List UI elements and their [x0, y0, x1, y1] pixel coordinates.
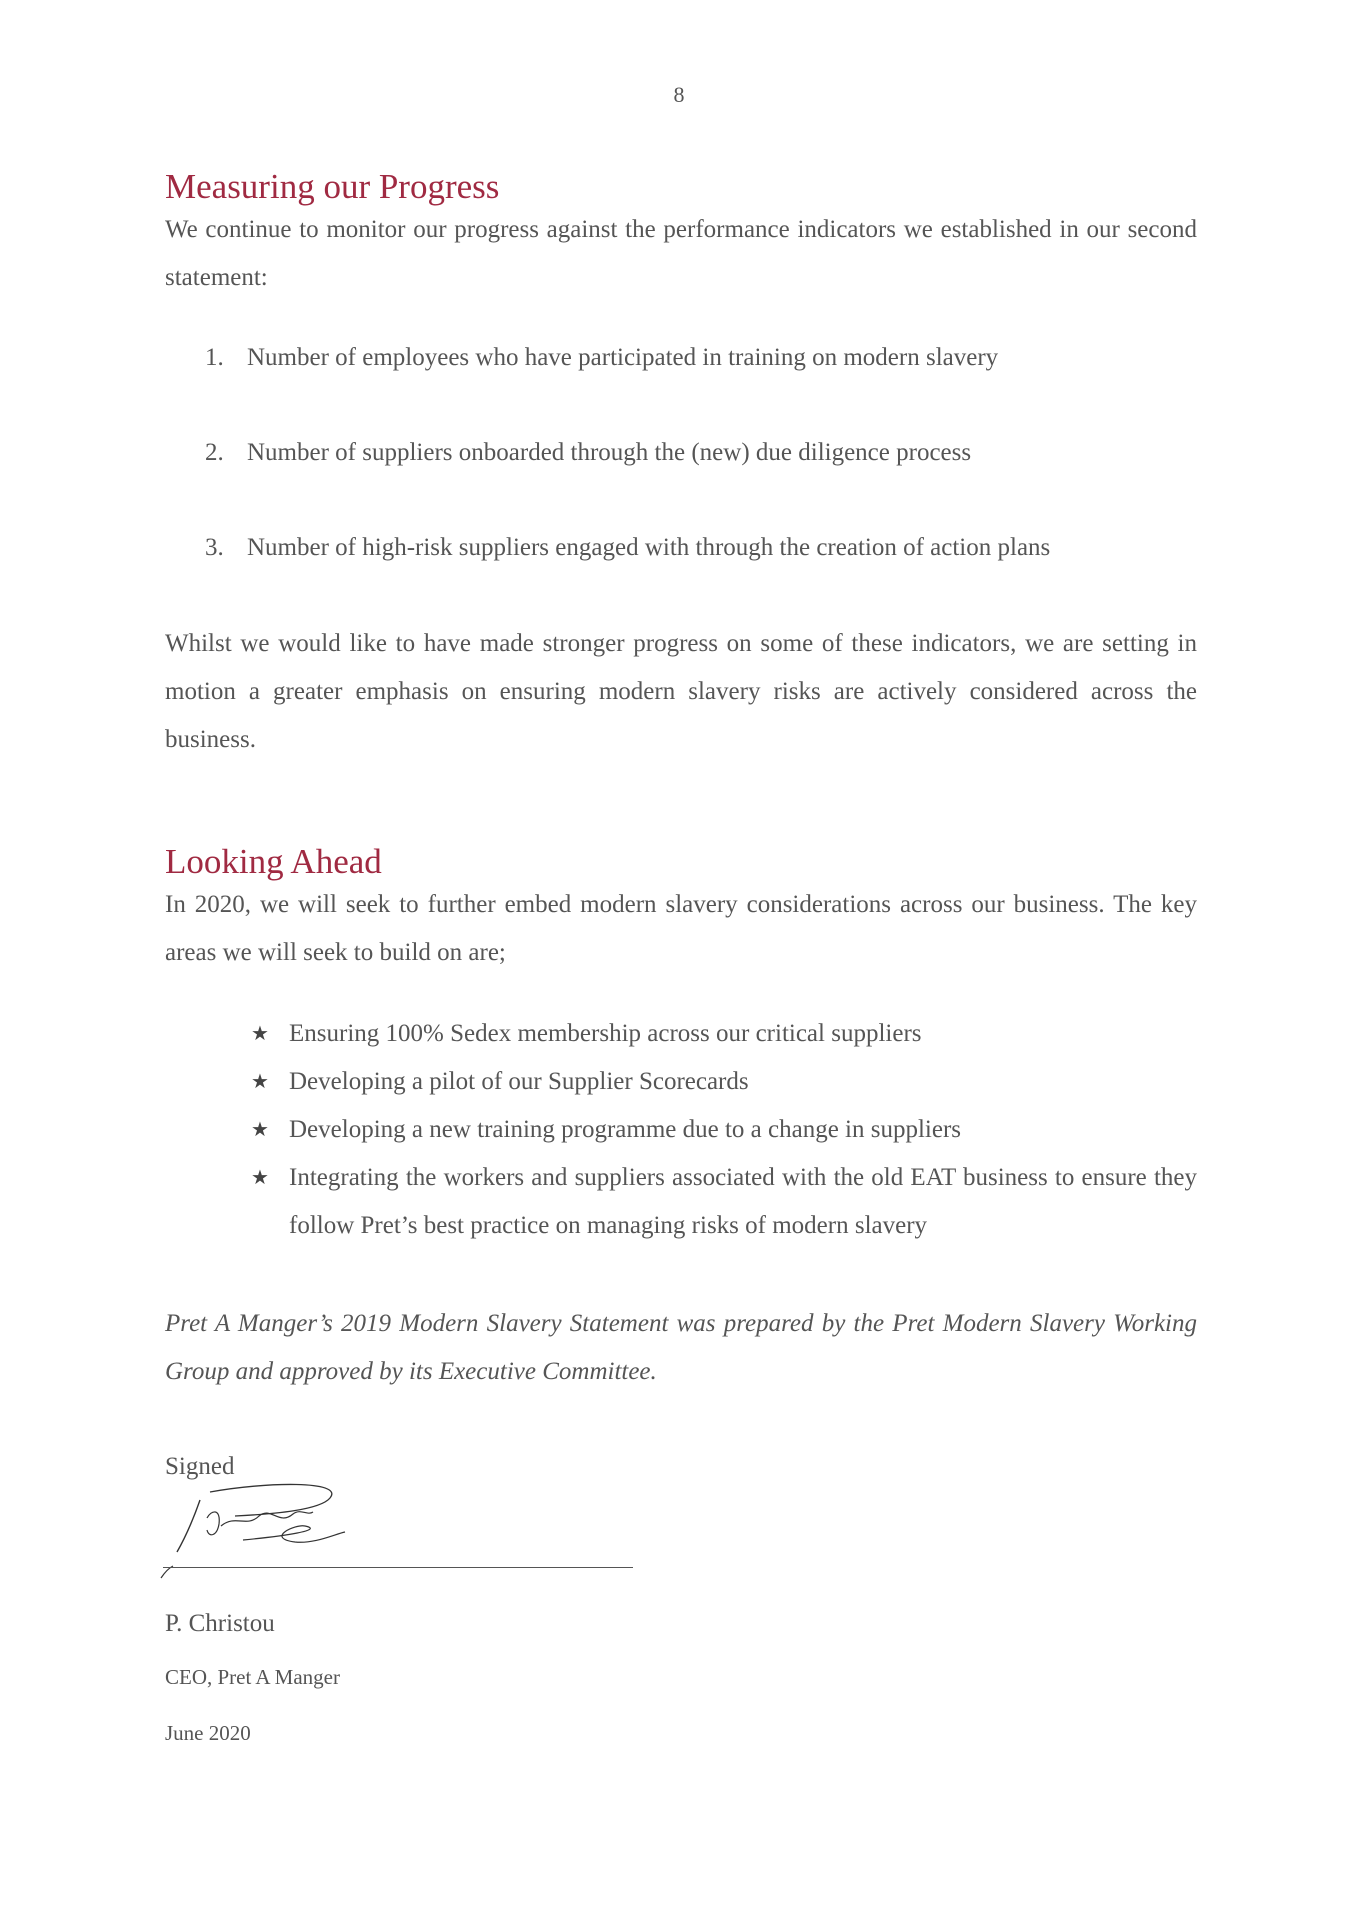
list-item	[165, 1058, 1197, 1106]
list-item	[165, 1010, 1197, 1058]
list-item	[165, 1106, 1197, 1154]
signatory-block	[165, 1600, 1197, 1757]
signatory-name: P. Christou	[165, 1610, 275, 1637]
list-item-text: Ensuring 100% Sedex membership across our critical suppliers	[289, 1020, 922, 1047]
star-icon: ★	[251, 1023, 269, 1045]
list-item-text: Developing a pilot of our Supplier Scorecards	[289, 1068, 749, 1095]
list-item	[165, 1154, 1197, 1250]
signature-date: June 2020	[165, 1721, 251, 1745]
signature-line	[163, 1567, 633, 1568]
star-icon: ★	[251, 1071, 269, 1093]
signature-image	[155, 1480, 635, 1580]
list-item	[205, 532, 1050, 564]
signed-label: Signed	[165, 1453, 235, 1480]
measuring-heading: Measuring our Progress	[165, 167, 500, 206]
star-icon: ★	[251, 1119, 269, 1141]
signatory-title: CEO, Pret A Manger	[165, 1665, 340, 1689]
approval-note: Pret A Manger’s 2019 Modern Slavery Statement was prepared by the Pret Modern Slavery Working Group and approved by its Executive Committee.	[165, 1310, 1197, 1385]
looking-ahead-heading: Looking Ahead	[165, 842, 382, 881]
list-item-number: 1.	[205, 344, 224, 371]
list-item-number: 2.	[205, 439, 224, 466]
list-item-text: Number of high-risk suppliers engaged with through the creation of action plans	[247, 534, 1051, 561]
looking-ahead-section	[165, 840, 1197, 977]
list-item-text: Developing a new training programme due to a change in suppliers	[289, 1116, 962, 1143]
list-item-text: Integrating the workers and suppliers associated with the old EAT business to ensure they follow Pret’s best practice on managing risks of modern slavery	[289, 1164, 1197, 1239]
key-areas-block	[165, 1010, 1197, 1250]
measuring-outro: Whilst we would like to have made stronger progress on some of these indicators, we are setting in motion a greater emphasis on ensuring modern slavery risks are actively considered across the business.	[165, 630, 1197, 753]
star-icon: ★	[251, 1167, 269, 1189]
measuring-outro-block	[165, 620, 1197, 764]
key-areas-list	[165, 1010, 1197, 1250]
page-number: 8	[673, 82, 685, 107]
measuring-section	[165, 165, 1197, 302]
looking-ahead-intro: In 2020, we will seek to further embed modern slavery considerations across our business. The key areas we will seek to build on are;	[165, 891, 1197, 966]
measuring-intro: We continue to monitor our progress against the performance indicators we established in our second statement:	[165, 216, 1197, 291]
list-item-number: 3.	[205, 534, 224, 561]
approval-note-block	[165, 1300, 1197, 1396]
list-item	[205, 437, 971, 469]
list-item-text: Number of suppliers onboarded through the (new) due diligence process	[247, 439, 972, 466]
list-item-text: Number of employees who have participated in training on modern slavery	[247, 344, 999, 371]
list-item	[205, 342, 998, 374]
